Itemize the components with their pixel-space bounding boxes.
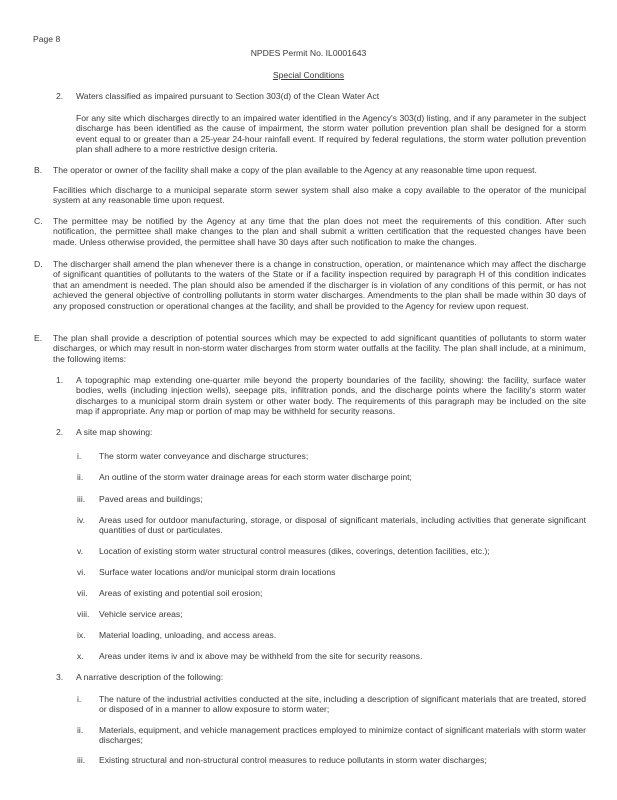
e2-sub-num: vi.: [77, 567, 86, 577]
item-e1-label: 1.: [56, 375, 64, 385]
e2-sub-num: v.: [77, 546, 84, 556]
item-e-label: E.: [34, 333, 43, 343]
e2-sub-num: iv.: [77, 515, 85, 525]
item-b-label: B.: [34, 165, 43, 175]
item-2-heading: Waters classified as impaired pursuant to Section 303(d) of the Clean Water Act: [76, 91, 380, 101]
e2-sub-text: An outline of the storm water drainage areas for each storm water discharge point;: [99, 472, 412, 482]
item-c-label: C.: [34, 216, 43, 226]
e2-sub-num: vii.: [77, 588, 88, 598]
item-b-text-2: Facilities which discharge to a municipal separate storm sewer system shall also make a copy available to the operator of the municipal system at any reasonable time upon request.: [53, 185, 586, 206]
e2-sub-num: ix.: [77, 630, 86, 640]
item-d-text: The discharger shall amend the plan whenever there is a change in construction, operation, or maintenance which may affect the discharge of significant quantities of pollutants to the waters of the State or if a facility inspection required by paragraph H of this condition indicates that an amendment is needed. The plan should also be amended if the discharger is in violation of any conditions of this permit, or has not achieved the general objective of controlling pollutants in storm water discharges. Amendments to the plan shall be made within 30 days of any proposed construction or operational changes at the facility, and shall be provided to the Agency for review upon request.: [53, 259, 586, 311]
section-title: Special Conditions: [272, 70, 345, 80]
e3-sub-text: Materials, equipment, and vehicle management practices employed to minimize contact of significant materials with storm water discharges;: [99, 725, 586, 746]
item-e1-text: A topographic map extending one-quarter mile beyond the property boundaries of the facility, showing: the facility, surface water bodies, wells (including injection wells), seepage pits, infiltration ponds, and the discharge points where the facility's storm water discharges to a municipal storm drain system or other water body. The requirements of this paragraph may be included on the site map if appropriate. Any map or portion of map may be withheld for security reasons.: [76, 375, 586, 417]
item-e3-label: 3.: [56, 672, 64, 682]
e2-sub-text: Material loading, unloading, and access areas.: [99, 630, 277, 640]
e2-sub-text: Paved areas and buildings;: [99, 494, 203, 504]
item-2-label: 2.: [56, 91, 64, 101]
item-c-text: The permittee may be notified by the Agency at any time that the plan does not meet the requirements of this condition. After such notification, the permittee shall make changes to the plan and shall submit a written certification that the requested changes have been made. Unless otherwise provided, the permittee shall have 30 days after such notification to make the changes.: [53, 216, 586, 247]
item-2-body: For any site which discharges directly to an impaired water identified in the Agency's 303(d) listing, and if any parameter in the subject discharge has been identified as the cause of impairment, the storm water pollution prevention plan shall be designed for a storm event equal to or greater than a 25-year 24-hour rainfall event. If required by federal regulations, the storm water pollution prevention plan shall adhere to a more restrictive design criteria.: [76, 113, 586, 155]
item-e-text: The plan shall provide a description of potential sources which may be expected to add significant quantities of pollutants to storm water discharges, or which may result in non-storm water discharges from storm water outfalls at the facility. The plan shall include, at a minimum, the following items:: [53, 333, 586, 364]
permit-number: NPDES Permit No. IL0001643: [250, 48, 367, 58]
e2-sub-num: i.: [77, 451, 82, 461]
e2-sub-num: viii.: [77, 609, 90, 619]
item-d-label: D.: [34, 259, 43, 269]
e2-sub-num: ii.: [77, 472, 84, 482]
e2-sub-text: Surface water locations and/or municipal storm drain locations: [99, 567, 336, 577]
e3-sub-text: The nature of the industrial activities conducted at the site, including a description of significant materials that are treated, stored or disposed of in a manner to allow exposure to storm water;: [99, 694, 586, 715]
e2-sub-text: Areas used for outdoor manufacturing, storage, or disposal of significant materials, including activities that generate significant quantities of dust or particulates.: [99, 515, 586, 536]
e2-sub-text: Vehicle service areas;: [99, 609, 183, 619]
e2-sub-text: Location of existing storm water structural control measures (dikes, coverings, detention facilities, etc.);: [99, 546, 490, 556]
item-e2-label: 2.: [56, 427, 64, 437]
item-e3-text: A narrative description of the following:: [76, 672, 224, 682]
e2-sub-text: The storm water conveyance and discharge structures;: [99, 451, 309, 461]
e2-sub-text: Areas under items iv and ix above may be withheld from the site for security reasons.: [99, 651, 423, 661]
item-b-text: The operator or owner of the facility shall make a copy of the plan available to the Agency at any reasonable time upon request.: [53, 165, 537, 175]
e3-sub-text: Existing structural and non-structural control measures to reduce pollutants in storm water discharges;: [99, 755, 487, 765]
e2-sub-num: x.: [77, 651, 84, 661]
item-e2-text: A site map showing:: [76, 427, 153, 437]
e2-sub-num: iii.: [77, 494, 86, 504]
e3-sub-num: i.: [77, 694, 82, 704]
e3-sub-num: iii.: [77, 755, 86, 765]
e2-sub-text: Areas of existing and potential soil erosion;: [99, 588, 263, 598]
e3-sub-num: ii.: [77, 725, 84, 735]
page-number: Page 8: [33, 34, 61, 44]
